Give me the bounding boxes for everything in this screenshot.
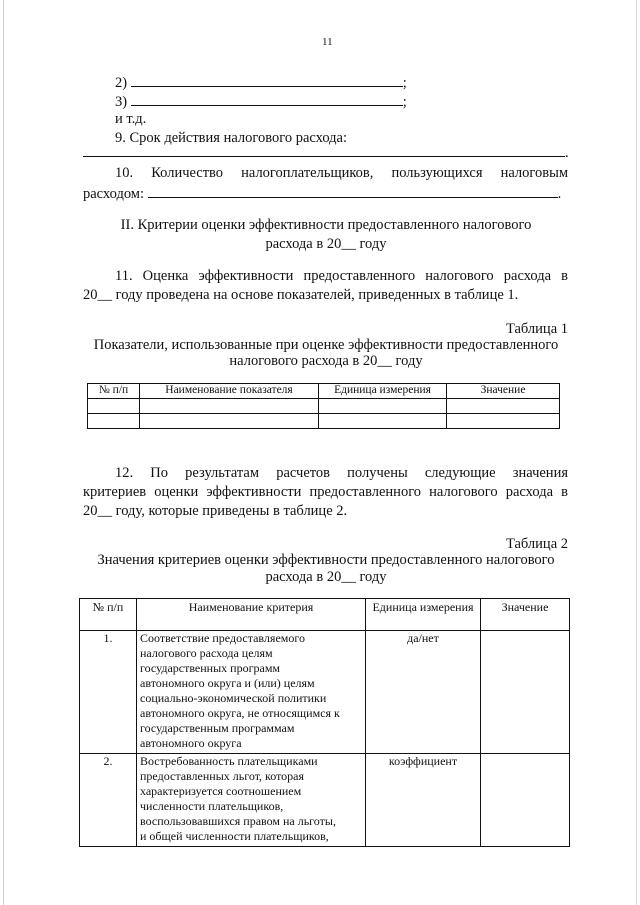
- table2-label: Таблица 2: [505, 536, 568, 552]
- table2-row1-value: [481, 631, 570, 754]
- criterion-line: численности плательщиков,: [140, 799, 284, 813]
- p10-line2: [83, 183, 561, 204]
- p10-label: расходом:: [83, 186, 145, 202]
- criterion-line: предоставленных льгот, которая: [140, 769, 305, 783]
- p12-line3: 20__ году, которые приведены в таблице 2.: [83, 503, 348, 519]
- table1-header-cell: № п/п: [88, 384, 140, 399]
- table2-header-row: [80, 599, 570, 631]
- list-item-2-label: 2): [115, 75, 128, 91]
- table2-row1-num: 1.: [80, 631, 137, 754]
- page-edge-left: [3, 0, 4, 905]
- list-item-2: [115, 72, 407, 93]
- table2-row2-unit: коэффициент: [366, 754, 481, 847]
- blank-line: [131, 91, 403, 106]
- table2-row1-name: [137, 631, 366, 754]
- table2-header-cell: Значение: [481, 599, 570, 631]
- table-cell: [88, 414, 140, 429]
- table1-title-line1: Показатели, использованные при оценке эффективности предоставленного: [93, 337, 559, 353]
- criterion-line: социально-экономической политики: [140, 691, 327, 705]
- criterion-line: автономного округа и (или) целям: [140, 676, 315, 690]
- table2-title-line1: Значения критериев оценки эффективности предоставленного налогового: [97, 552, 555, 568]
- table2-row2-name: [137, 754, 366, 847]
- table-cell: [140, 399, 319, 414]
- table1-header-row: [88, 384, 560, 399]
- table2-header-cell: № п/п: [80, 599, 137, 631]
- table-cell: [88, 399, 140, 414]
- table2-row2-value: [481, 754, 570, 847]
- list-etc: и т.д.: [115, 111, 147, 127]
- p10-line1: 10. Количество налогоплательщиков, пользующихся налоговым: [115, 165, 568, 181]
- section-heading-line2: расхода в 20__ году: [265, 236, 387, 252]
- table-cell: [319, 414, 447, 429]
- p12-line1: 12. По результатам расчетов получены следующие значения: [115, 465, 568, 481]
- p11-line2: 20__ году проведена на основе показателей, приведенных в таблице 1.: [83, 287, 519, 303]
- table-cell: [319, 399, 447, 414]
- criterion-line: налогового расхода целям: [140, 646, 273, 660]
- table1-label: Таблица 1: [505, 321, 568, 337]
- p12-line2: критериев оценки эффективности предоставленного налогового расхода в: [83, 484, 568, 500]
- criterion-line: характеризуется соотношением: [140, 784, 302, 798]
- p9-label: 9. Срок действия налогового расхода:: [115, 130, 347, 146]
- page-edge-right: [636, 0, 637, 905]
- table1-header-cell: Наименование показателя: [140, 384, 319, 399]
- table-row: [80, 631, 570, 754]
- criterion-line: государственных программ: [140, 661, 281, 675]
- table1: [87, 383, 560, 429]
- table-cell: [140, 414, 319, 429]
- criterion-line: воспользовавшихся правом на льготы,: [140, 814, 336, 828]
- criterion-line: Соответствие предоставляемого: [140, 631, 305, 645]
- list-item-3-end: ;: [402, 94, 407, 110]
- criterion-line: автономного округа: [140, 736, 242, 750]
- table2-row2-num: 2.: [80, 754, 137, 847]
- table1-header-cell: Единица измерения: [319, 384, 447, 399]
- table2-title-line2: расхода в 20__ году: [265, 569, 387, 585]
- criterion-line: государственным программам: [140, 721, 295, 735]
- table1-header-cell: Значение: [447, 384, 560, 399]
- p9-fill-line: [83, 142, 569, 163]
- criterion-line: Востребованность плательщиками: [140, 754, 318, 768]
- table2: [79, 598, 570, 847]
- section-heading-line1: II. Критерии оценки эффективности предоставленного налогового: [120, 217, 532, 233]
- list-item-3-label: 3): [115, 94, 128, 110]
- blank-line: [148, 183, 558, 198]
- list-item-3: [115, 91, 407, 112]
- p10-end: .: [557, 186, 562, 202]
- table2-row1-unit: да/нет: [366, 631, 481, 754]
- page-number: 11: [322, 36, 333, 48]
- table-cell: [447, 399, 560, 414]
- table-row: [88, 399, 560, 414]
- table-cell: [447, 414, 560, 429]
- table-row: [80, 754, 570, 847]
- criterion-line: и общей численности плательщиков,: [140, 829, 329, 843]
- table-row: [88, 414, 560, 429]
- table2-header-cell: Наименование критерия: [137, 599, 366, 631]
- blank-line: [131, 72, 403, 87]
- table1-title-line2: налогового расхода в 20__ году: [229, 353, 423, 369]
- p9-end: .: [565, 145, 569, 161]
- blank-line: [83, 142, 565, 157]
- table2-header-cell: Единица измерения: [366, 599, 481, 631]
- criterion-line: автономного округа, не относящимся к: [140, 706, 340, 720]
- list-item-2-end: ;: [402, 75, 407, 91]
- p11-line1: 11. Оценка эффективности предоставленного налогового расхода в: [115, 268, 568, 284]
